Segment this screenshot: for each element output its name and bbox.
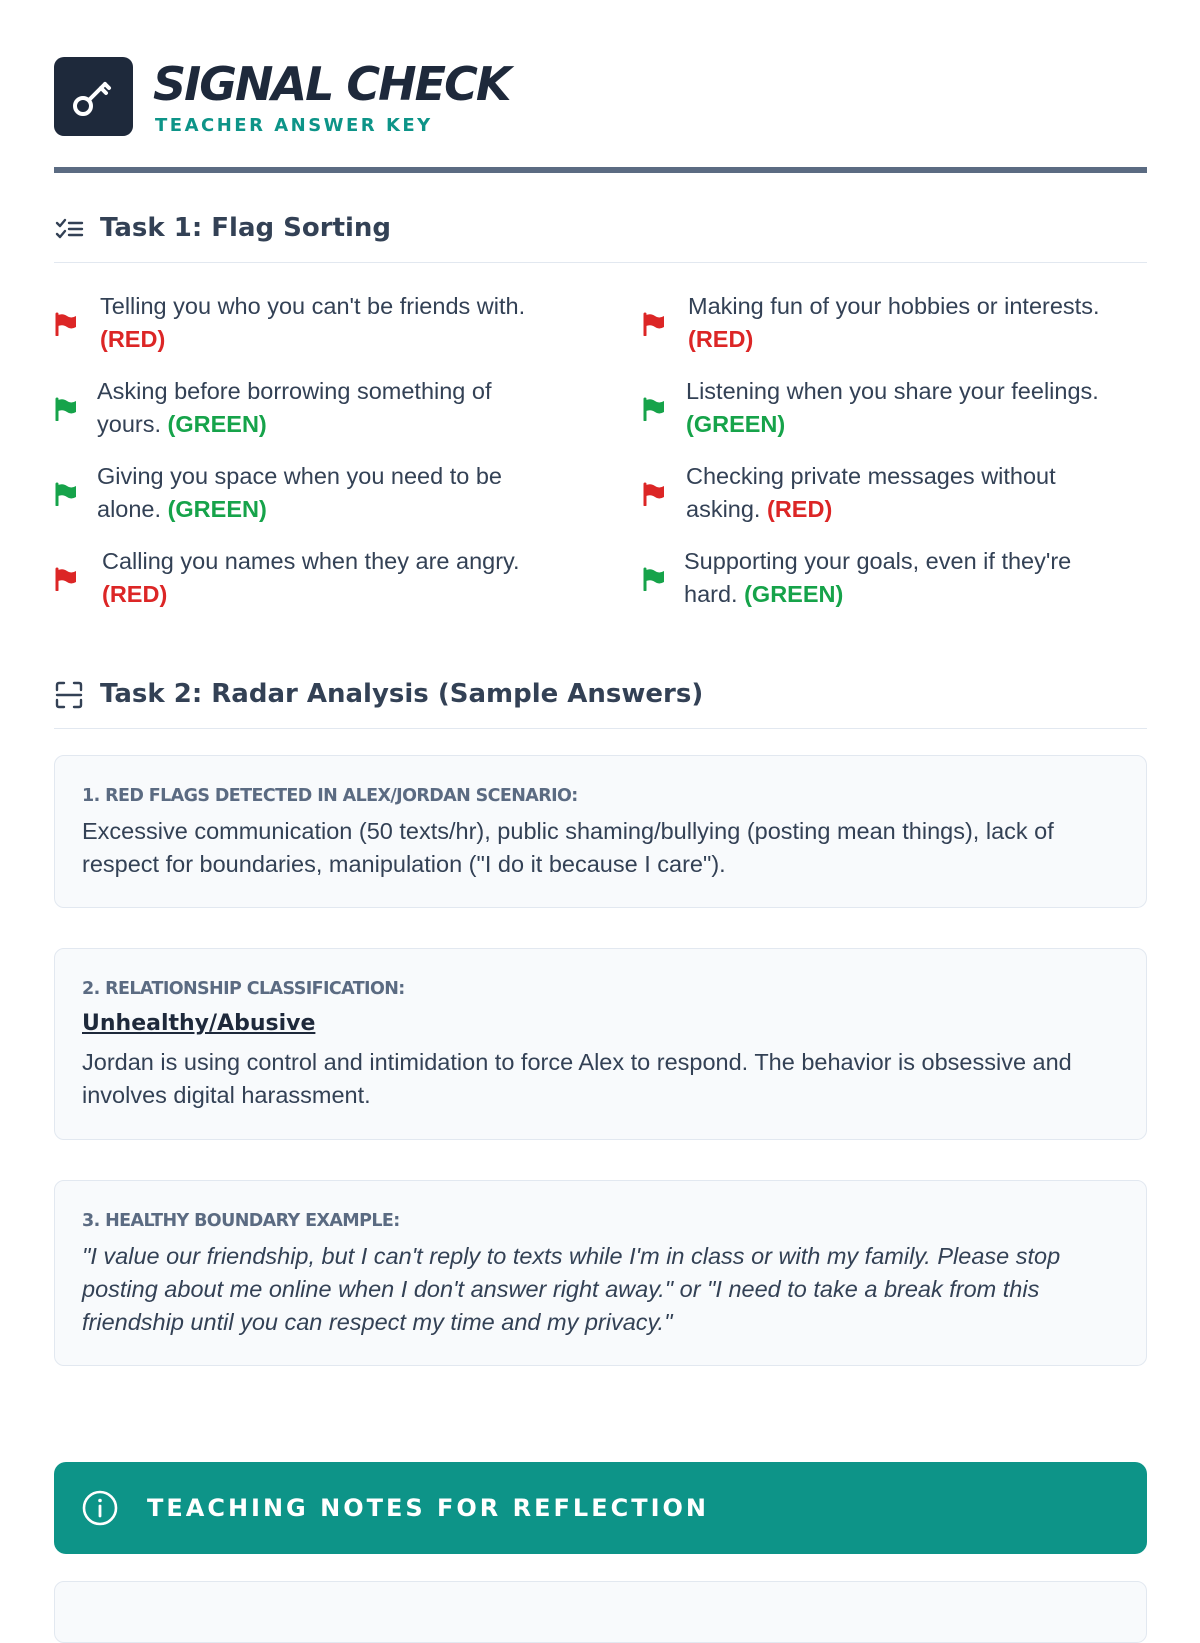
- teaching-notes-title: TEACHING NOTES FOR REFLECTION: [147, 1494, 709, 1522]
- task1-title: Task 1: Flag Sorting: [100, 213, 392, 243]
- scan-icon: [54, 680, 84, 710]
- flag-item-tag: (GREEN): [167, 496, 267, 522]
- flag-item-tag: (RED): [100, 326, 166, 352]
- flag-item-tag: (GREEN): [167, 411, 267, 437]
- info-icon: [82, 1490, 118, 1526]
- logo: [54, 57, 133, 136]
- flag-item-text: Supporting your goals, even if they're hard.: [684, 548, 1072, 607]
- card-label: 1. RED FLAGS DETECTED IN ALEX/JORDAN SCENARIO:: [82, 786, 578, 806]
- key-icon: [68, 71, 120, 123]
- flag-item-tag: (RED): [102, 581, 168, 607]
- card-label: 2. RELATIONSHIP CLASSIFICATION:: [82, 979, 405, 999]
- teaching-notes-banner: [54, 1462, 1147, 1554]
- task2-title: Task 2: Radar Analysis (Sample Answers): [100, 679, 704, 709]
- flag-item-text: Making fun of your hobbies or interests.: [688, 293, 1100, 319]
- flag-item-text: Listening when you share your feelings.: [686, 378, 1099, 404]
- red-flag-icon: [54, 312, 78, 336]
- answer-card-classification: [54, 948, 1147, 1140]
- page-title: SIGNAL CHECK: [153, 57, 510, 111]
- green-flag-icon: [54, 482, 78, 506]
- answer-card-boundary: [54, 1180, 1147, 1366]
- checklist-icon: [54, 214, 84, 244]
- classification-value: Unhealthy/Abusive: [82, 1011, 316, 1036]
- green-flag-icon: [54, 397, 78, 421]
- card-text: Excessive communication (50 texts/hr), public shaming/bullying (posting mean things), lack of respect for boundaries, manipulation ("I do it because I care").: [82, 818, 1054, 877]
- answer-card-red-flags: [54, 755, 1147, 908]
- task2-divider: [54, 728, 1147, 729]
- red-flag-icon: [54, 567, 78, 591]
- green-flag-icon: [642, 397, 666, 421]
- red-flag-icon: [642, 482, 666, 506]
- task1-heading: [54, 210, 1147, 246]
- flag-item-tag: (RED): [688, 326, 754, 352]
- teaching-notes-card: [54, 1581, 1147, 1643]
- page-subtitle: TEACHER ANSWER KEY: [155, 115, 433, 136]
- flag-item-tag: (GREEN): [744, 581, 844, 607]
- flag-item-text: Giving you space when you need to be alone.: [97, 463, 502, 522]
- card-text: Jordan is using control and intimidation to force Alex to respond. The behavior is obsessive and involves digital harassment.: [82, 1049, 1072, 1108]
- flag-item-tag: (RED): [767, 496, 833, 522]
- flag-item-tag: (GREEN): [686, 411, 786, 437]
- green-flag-icon: [642, 567, 666, 591]
- task1-divider: [54, 262, 1147, 263]
- flag-item-text: Checking private messages without asking.: [686, 463, 1056, 522]
- header-divider: [54, 167, 1147, 173]
- flag-item-text: Calling you names when they are angry.: [102, 548, 520, 574]
- card-text: "I value our friendship, but I can't reply to texts while I'm in class or with my family. Please stop posting about me online when I don't answer right away." or "I need to take a break from this friendship until you can respect my time and my privacy.": [82, 1243, 1061, 1335]
- task2-heading: [54, 676, 1147, 712]
- header: [54, 57, 1147, 137]
- flag-item-text: Telling you who you can't be friends with.: [100, 293, 526, 319]
- red-flag-icon: [642, 312, 666, 336]
- card-label: 3. HEALTHY BOUNDARY EXAMPLE:: [82, 1211, 400, 1231]
- flag-item-text: Asking before borrowing something of yours.: [97, 378, 492, 437]
